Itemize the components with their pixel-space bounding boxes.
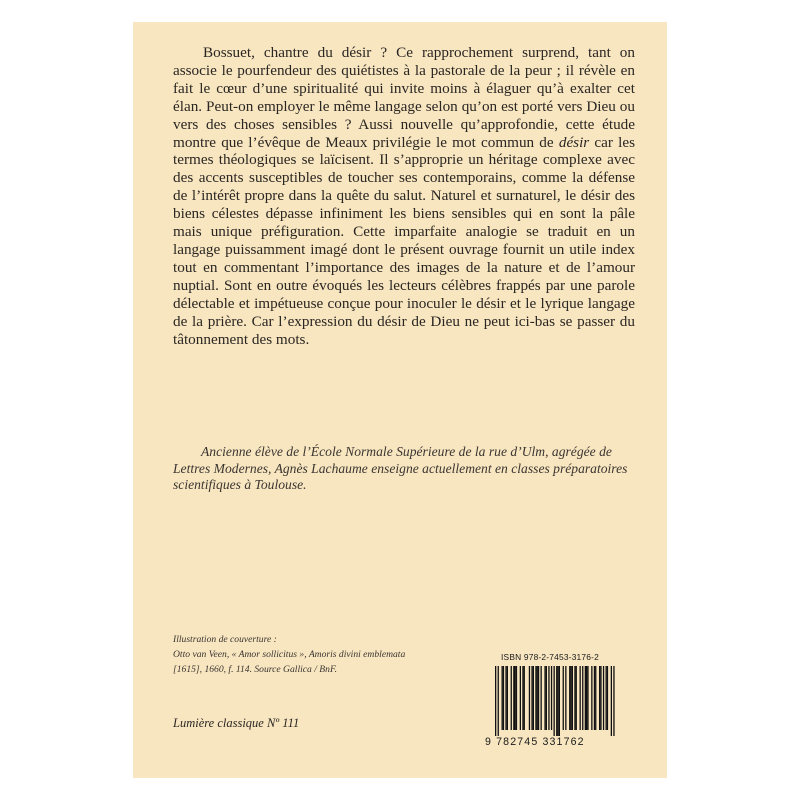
barcode-icon xyxy=(495,666,621,736)
illustration-credits xyxy=(173,632,433,677)
isbn-label: ISBN 978-2-7453-3176-2 xyxy=(501,652,599,662)
back-cover xyxy=(133,22,667,778)
blurb-part-1: Bossuet, chantre du désir ? Ce rapprochement surprend, tant on associe le pourfendeur des quiétistes à la pastorale de la peur ; il révèle en fait le cœur d’une spiritualité qui invite moins à élaguer qu’à exalter cet élan. Peut-on employer le même langage selon qu’on est porté vers Dieu ou vers des choses sensibles ? Aussi nouvelle qu’approfondie, cette étude montre que l’évêque de Meaux privilégie le mot commun de xyxy=(173,44,635,151)
ean-digits: 9 782745 331762 xyxy=(485,736,585,748)
collection-series: Lumière classique Nº 111 xyxy=(173,716,300,730)
blurb-text xyxy=(173,44,635,348)
credits-line-3: [1615], 1660, f. 114. Source Gallica / BnF. xyxy=(173,664,337,675)
credits-line-2: Otto van Veen, « Amor sollicitus », Amoris divini emblemata xyxy=(173,649,406,660)
blurb-italic-word: désir xyxy=(558,133,590,151)
isbn-barcode-block xyxy=(485,652,635,760)
blurb-part-2: car les termes théologiques se laïcisent. Il s’approprie un héritage complexe avec des accents susceptibles de toucher ses contemporains, comme la défense de l’intérêt propre dans la quête du salut. Naturel et surnaturel, le désir des biens célestes dépasse infiniment les biens sensibles qui en sont la pâle mais unique préfiguration. Cette imparfaite analogie se traduit en un langage puissamment imagé dont le présent ouvrage fournit un utile index tout en commentant l’importance des images de la nature et de l’amour nuptial. Sont en outre évoqués les lecteurs célèbres frappés par une parole délectable et impétueuse conçue pour inoculer le désir et le lyrique langage de la prière. Car l’expression du désir de Dieu ne peut ici-bas se passer du tâtonnement des mots. xyxy=(173,133,635,348)
credits-line-1: Illustration de couverture : xyxy=(173,634,277,645)
author-bio: Ancienne élève de l’École Normale Supérieure de la rue d’Ulm, agrégée de Lettres Modernes, Agnès Lachaume enseigne actuellement en classes préparatoires scientifiques à Toulouse. xyxy=(173,444,628,492)
